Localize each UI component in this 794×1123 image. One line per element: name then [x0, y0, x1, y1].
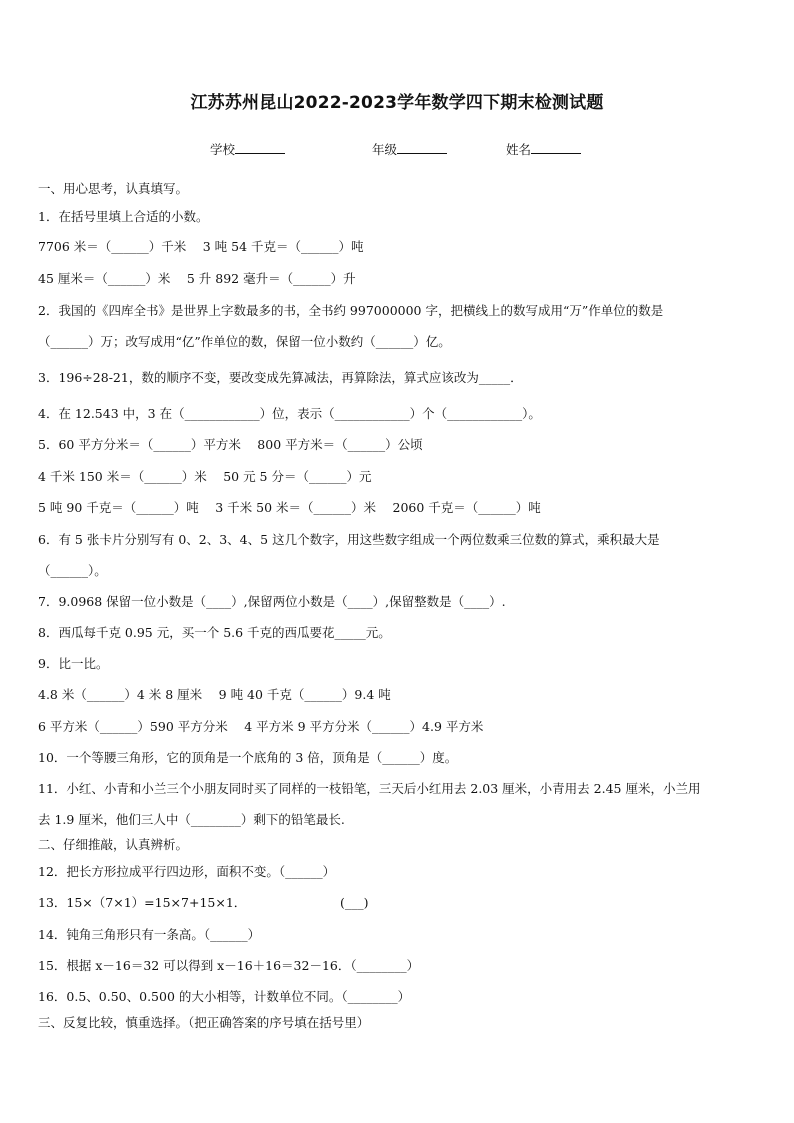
question-12: 12．把长方形拉成平行四边形，面积不变。（______） [38, 864, 336, 879]
question-5-row-3: 5 吨 90 千克＝（______）吨 3 千米 50 米＝（______）米 2060 千克＝（______）吨 [38, 500, 541, 515]
question-13: 13．15×（7×1）=15×7+15×1． (___) [38, 895, 369, 910]
section-1-heading: 一、用心思考，认真填写。 [38, 181, 189, 196]
question-10: 10．一个等腰三角形，它的顶角是一个底角的 3 倍，顶角是（______）度。 [38, 750, 458, 765]
question-5-row-2: 4 千米 150 米＝（______）米 50 元 5 分＝（______）元 [38, 469, 372, 484]
question-6-cont: （______）。 [38, 563, 107, 578]
section-3-heading: 三、反复比较，慎重选择。（把正确答案的序号填在括号里） [38, 1015, 370, 1030]
question-9-row-1: 4.8 米（______）4 米 8 厘米 9 吨 40 千克（______）9.4 吨 [38, 687, 391, 702]
question-14: 14．钝角三角形只有一条高。（______） [38, 927, 261, 942]
question-9-row-2: 6 平方米（______）590 平方分米 4 平方米 9 平方分米（______）4.9 平方米 [38, 719, 484, 734]
name-blank [531, 141, 581, 154]
question-1-row-2: 45 厘米＝（______）米 5 升 892 毫升＝（______）升 [38, 271, 356, 286]
page-title: 江苏苏州昆山2022-2023学年数学四下期末检测试题 [190, 93, 604, 113]
name-label: 姓名 [506, 142, 532, 157]
question-15: 15．根据 x－16＝32 可以得到 x－16＋16＝32－16．（________） [38, 958, 420, 973]
grade-blank [397, 141, 447, 154]
question-7: 7．9.0968 保留一位小数是（____）,保留两位小数是（____）,保留整数是（____）. [38, 594, 506, 609]
grade-field [372, 140, 447, 158]
question-8: 8．西瓜每千克 0.95 元，买一个 5.6 千克的西瓜要花_____元。 [38, 625, 391, 640]
question-9: 9．比一比。 [38, 656, 109, 671]
question-3: 3．196÷28-21，数的顺序不变，要改变成先算减法，再算除法，算式应该改为_____． [38, 370, 523, 385]
question-11: 11．小红、小青和小兰三个小朋友同时买了同样的一枝铅笔，三天后小红用去 2.03 厘米，小青用去 2.45 厘米，小兰用 [38, 781, 701, 796]
question-16: 16．0.5、0.50、0.500 的大小相等，计数单位不同。（________） [38, 989, 411, 1004]
question-1-row-1: 7706 米＝（______）千米 3 吨 54 千克＝（______）吨 [38, 239, 364, 254]
question-6: 6．有 5 张卡片分别写有 0、2、3、4、5 这几个数字，用这些数字组成一个两位数乘三位数的算式，乘积最大是 [38, 532, 660, 547]
name-field [506, 140, 581, 158]
question-1: 1．在括号里填上合适的小数。 [38, 209, 209, 224]
school-field [210, 140, 285, 158]
section-2-heading: 二、仔细推敲，认真辨析。 [38, 837, 189, 852]
question-4: 4．在 12.543 中，3 在（____________）位，表示（____________）个（____________）。 [38, 406, 541, 421]
grade-label: 年级 [372, 142, 398, 157]
question-5: 5．60 平方分米＝（______）平方米 800 平方米＝（______）公顷 [38, 437, 423, 452]
question-2: 2．我国的《四库全书》是世界上字数最多的书，全书约 997000000 字，把横线上的数写成用“万”作单位的数是 [38, 303, 664, 318]
question-2-cont: （______）万；改写成用“亿”作单位的数，保留一位小数约（______）亿。 [38, 334, 451, 349]
school-blank [235, 141, 285, 154]
school-label: 学校 [210, 142, 236, 157]
question-11-cont: 去 1.9 厘米，他们三人中（________）剩下的铅笔最长. [38, 812, 345, 827]
